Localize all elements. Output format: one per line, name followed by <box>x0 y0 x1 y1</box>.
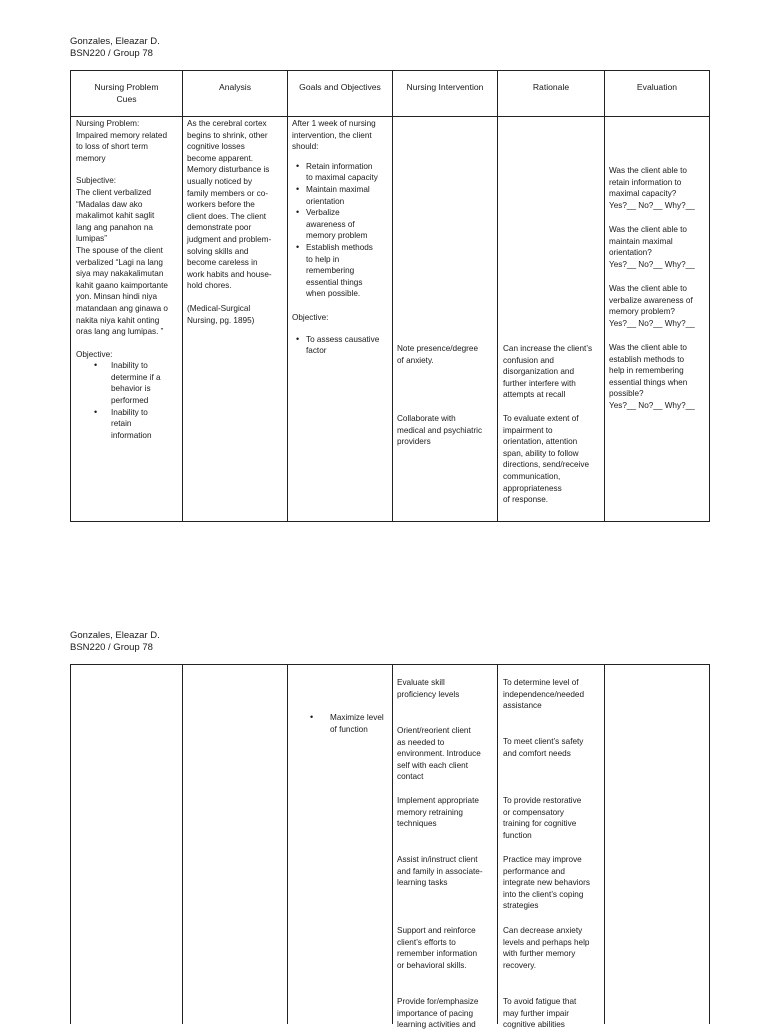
course-group: BSN220 / Group 78 <box>70 48 153 59</box>
table-border <box>182 664 183 1024</box>
objective-list <box>292 334 391 357</box>
goals-cell <box>292 712 391 735</box>
student-name: Gonzales, Eleazar D. <box>70 630 160 641</box>
table-border <box>709 70 710 522</box>
rationale-item: To avoid fatigue that may further impair cognitive abilities <box>503 997 577 1030</box>
intervention-item: Provide for/emphasize importance of pacing learning activities and <box>397 997 479 1030</box>
table-border <box>70 664 710 665</box>
list-item: • Retain information to maximal capacity <box>292 161 391 184</box>
column-header-rationale: Rationale <box>532 82 570 92</box>
column-header-problem: Nursing Problem Cues <box>94 82 159 104</box>
intervention-item: Collaborate with medical and psychiatric providers <box>397 414 483 447</box>
table-border <box>497 70 498 522</box>
table-border <box>287 664 288 1024</box>
table-border <box>604 664 605 1024</box>
evaluation-item: Was the client able to establish methods to help in remembering essential things when possible? Yes?__ No?__ Why?__ <box>609 343 695 410</box>
intervention-item: Support and reinforce client’s efforts to remember information or behavioral skills. <box>397 926 478 970</box>
analysis-cell <box>187 118 286 326</box>
evaluation-item: Was the client able to maintain maximal orientation? Yes?__ No?__ Why?__ <box>609 225 695 269</box>
rationale-item: Can increase the client’s confusion and disorganization and further interfere with attempts at recall <box>503 344 593 400</box>
intervention-item: Orient/reorient client as needed to environment. Introduce self with each client contact <box>397 726 481 782</box>
table-border <box>70 70 71 522</box>
list-item: • Maintain maximal orientation <box>292 184 391 207</box>
table-border <box>70 521 710 522</box>
column-header-goals: Goals and Objectives <box>299 82 381 92</box>
rationale-item: To evaluate extent of impairment to orientation, attention span, ability to follow directions, send/receive communication, appropriateness of response. <box>503 414 590 505</box>
page2-header <box>70 630 160 654</box>
intervention-item: Assist in/instruct client and family in associate- learning tasks <box>397 855 483 888</box>
column-header-evaluation: Evaluation <box>636 82 678 92</box>
objective-label: Objective: <box>76 349 113 359</box>
subjective-cue-spouse: The spouse of the client verbalized “Lagi na lang siya may nakakalimutan kahit gaano kaimportante yon. Minsan hindi niya matandaan ang ginawa o nakita niya kahit onting oras lang ang lumipas. ” <box>76 245 168 337</box>
rationale-item: To determine level of independence/needed assistance <box>503 678 585 711</box>
problem-cues-cell <box>76 118 181 441</box>
goals-cell <box>292 118 391 357</box>
rationale-item: Practice may improve performance and integrate new behaviors into the client’s coping strategies <box>503 855 590 911</box>
rationale-item: To provide restorative or compensatory training for cognitive function <box>503 796 582 840</box>
goals-intro: After 1 week of nursing intervention, the client should: <box>292 119 376 152</box>
intervention-item: Implement appropriate memory retraining techniques <box>397 796 479 829</box>
page1-header <box>70 36 160 60</box>
table-border <box>287 70 288 522</box>
rationale-item: Can decrease anxiety levels and perhaps help with further memory recovery. <box>503 926 590 970</box>
goals-objective-label: Objective: <box>292 312 329 322</box>
rationale-item: To meet client’s safety and comfort needs <box>503 737 584 758</box>
intervention-item: Note presence/degree of anxiety. <box>397 344 479 365</box>
course-group: BSN220 / Group 78 <box>70 642 153 653</box>
column-header-analysis: Analysis <box>219 82 251 92</box>
evaluation-item: Was the client able to retain information to maximal capacity? Yes?__ No?__ Why?__ <box>609 166 695 210</box>
table-border <box>604 70 605 522</box>
list-item: • Inability to determine if a behavior is performed <box>76 360 181 406</box>
nursing-problem-text: Nursing Problem: Impaired memory related to loss of short term memory <box>76 119 168 163</box>
table-border <box>70 664 71 1024</box>
subjective-label: Subjective: <box>76 176 117 186</box>
table-border <box>497 664 498 1024</box>
list-item: • Verbalize awareness of memory problem <box>292 207 391 242</box>
list-item: • Inability to retain information <box>76 407 181 442</box>
table-border <box>70 116 710 117</box>
objective-cue-list <box>76 360 181 441</box>
analysis-source: (Medical-Surgical Nursing, pg. 1895) <box>187 303 255 325</box>
table-border <box>70 70 710 71</box>
column-header-intervention: Nursing Intervention <box>406 82 484 92</box>
goal-list <box>292 161 391 300</box>
subjective-cue-client: The client verbalized “Madalas daw ako makalimot kahit saglit lang ang panahon na lumipas” <box>76 187 155 244</box>
evaluation-item: Was the client able to verbalize awareness of memory problem? Yes?__ No?__ Why?__ <box>609 284 695 328</box>
table-border <box>709 664 710 1024</box>
list-item: • Establish methods to help in remembering essential things when possible. <box>292 242 391 300</box>
list-item: • Maximize level of function <box>292 712 391 735</box>
goal-list <box>292 712 391 735</box>
intervention-item: Evaluate skill proficiency levels <box>397 678 460 699</box>
list-item: • To assess causative factor <box>292 334 391 357</box>
table-border <box>182 70 183 522</box>
table-border <box>392 664 393 1024</box>
student-name: Gonzales, Eleazar D. <box>70 36 160 47</box>
analysis-text: As the cerebral cortex begins to shrink, other cognitive losses become apparent. Memory disturbance is usually noticed by family members or co- workers before the client does. The client demonstrate poor judgment and problem- solving skills and become careless in work habits and house- hold chores. <box>187 119 272 291</box>
table-border <box>392 70 393 522</box>
